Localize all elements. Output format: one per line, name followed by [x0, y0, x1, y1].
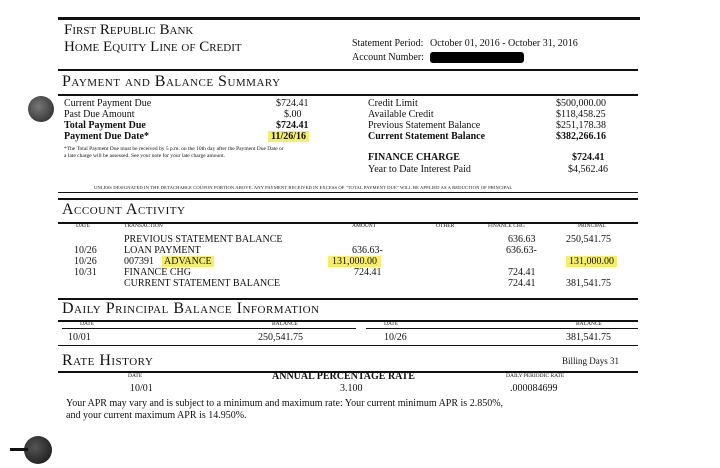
statement-period-value: October 01, 2016 - October 31, 2016 [430, 38, 578, 49]
finance-charge-label: FINANCE CHARGE [368, 152, 460, 163]
daily-bottom-rule [58, 345, 638, 346]
rate-title: Rate History [62, 352, 154, 369]
col-header-other: OTHER [436, 223, 455, 229]
summary-left-value: $724.41 [276, 98, 309, 109]
summary-footnote: *The Total Payment Due must be received by 5 p.m. on the 10th day after the Payment Due Date or a late charge will be assessed. See your note for your late charge amount. [64, 146, 284, 159]
summary-right-value: $251,178.38 [556, 120, 606, 131]
rate-apr: 3.100 [340, 383, 363, 394]
binder-mark [10, 448, 28, 451]
activity-transaction: ADVANCE [164, 256, 212, 267]
activity-principal: 131,000.00 [566, 256, 617, 267]
col-header-date: DATE [76, 223, 91, 229]
summary-right-label: Available Credit [368, 109, 434, 120]
activity-amount: 131,000.00 [328, 256, 381, 267]
top-rule [58, 17, 640, 20]
activity-top-rule [58, 198, 638, 200]
activity-transaction: LOAN PAYMENT [124, 245, 201, 256]
rate-header-date: DATE [128, 373, 143, 379]
activity-date: 10/31 [74, 267, 97, 278]
activity-transaction: FINANCE CHG [124, 267, 191, 278]
activity-amount: 636.63- [352, 245, 383, 256]
daily-under-rule [58, 320, 638, 322]
summary-under-rule [58, 94, 638, 96]
billing-days: Billing Days 31 [562, 356, 620, 366]
summary-right-label: Previous Statement Balance [368, 120, 481, 131]
rate-header-periodic: DAILY PERIODIC RATE [506, 373, 565, 379]
summary-left-value: $724.41 [276, 120, 309, 131]
daily-header-balance: BALANCE [576, 321, 602, 327]
activity-finance-chg: 636.63- [506, 245, 537, 256]
activity-principal: 381,541.75 [566, 278, 611, 289]
daily-header-date: DATE [80, 321, 95, 327]
daily-header-rule-left [62, 328, 356, 329]
summary-right-label: Current Statement Balance [368, 131, 486, 142]
daily-header-rule-right [366, 328, 638, 329]
activity-transaction: PREVIOUS STATEMENT BALANCE [124, 234, 283, 245]
rate-note-line-2: and your current maximum APR is 14.950%. [66, 410, 247, 421]
binder-hole-bottom [24, 436, 52, 464]
account-number-redaction [430, 52, 524, 63]
activity-title: Account Activity [62, 201, 186, 218]
activity-amount: 724.41 [354, 267, 382, 278]
summary-left-label: Payment Due Date* [64, 131, 149, 142]
col-header-transaction: TRANSACTION [124, 223, 163, 229]
daily-date: 10/26 [384, 332, 407, 343]
activity-date: 10/26 [74, 245, 97, 256]
summary-left-label: Total Payment Due [64, 120, 146, 131]
activity-finance-chg: 724.41 [508, 267, 536, 278]
col-header-principal: PRINCIPAL [578, 223, 606, 229]
activity-finance-chg: 636.63 [508, 234, 536, 245]
daily-balance: 250,541.75 [258, 332, 303, 343]
daily-header-balance: BALANCE [272, 321, 298, 327]
coupon-note: UNLESS DESIGNATED IN THE DETACHABLE COUPON PORTION ABOVE, ANY PAYMENT RECEIVED IN EXCESS OF "TOTAL PAYMENT DUE" WILL BE APPLIED AS A REDUCTION OF PRINCIPAL [94, 185, 513, 190]
summary-title: Payment and Balance Summary [62, 73, 281, 90]
ytd-interest-label: Year to Date Interest Paid [368, 164, 471, 175]
daily-header-date: DATE [384, 321, 399, 327]
bank-name: First Republic Bank [64, 22, 194, 38]
product-name: Home Equity Line of Credit [64, 39, 242, 55]
summary-top-rule [58, 69, 638, 71]
daily-balance: 381,541.75 [566, 332, 611, 343]
col-header-amount: AMOUNT [352, 223, 377, 229]
daily-date: 10/01 [68, 332, 91, 343]
summary-right-label: Credit Limit [368, 98, 418, 109]
activity-principal: 250,541.75 [566, 234, 611, 245]
statement-period-label: Statement Period: [352, 38, 424, 49]
finance-charge-value: $724.41 [572, 152, 605, 163]
account-number-label: Account Number: [352, 52, 424, 63]
daily-title: Daily Principal Balance Information [62, 300, 320, 317]
activity-finance-chg: 724.41 [508, 278, 536, 289]
summary-right-value: $500,000.00 [556, 98, 606, 109]
activity-transaction-ref: 007391 [124, 256, 154, 267]
col-header-finance-chg: FINANCE CHG [488, 223, 525, 229]
ytd-interest-value: $4,562.46 [568, 164, 608, 175]
activity-date: 10/26 [74, 256, 97, 267]
summary-left-value: $.00 [284, 109, 302, 120]
binder-hole-top [28, 96, 54, 122]
rate-date: 10/01 [130, 383, 153, 394]
rate-periodic: .000084699 [510, 383, 558, 394]
summary-left-label: Current Payment Due [64, 98, 152, 109]
summary-bottom-rule [58, 192, 638, 193]
summary-left-label: Past Due Amount [64, 109, 135, 120]
summary-right-value: $118,458.25 [556, 109, 606, 120]
rate-note-line-1: Your APR may vary and is subject to a minimum and maximum rate: Your current minimum APR is 2.850%, [66, 398, 504, 409]
rate-header-apr: ANNUAL PERCENTAGE RATE [272, 371, 415, 382]
summary-right-value: $382,266.16 [556, 131, 606, 142]
activity-transaction: CURRENT STATEMENT BALANCE [124, 278, 281, 289]
payment-due-date: 11/26/16 [268, 131, 309, 142]
